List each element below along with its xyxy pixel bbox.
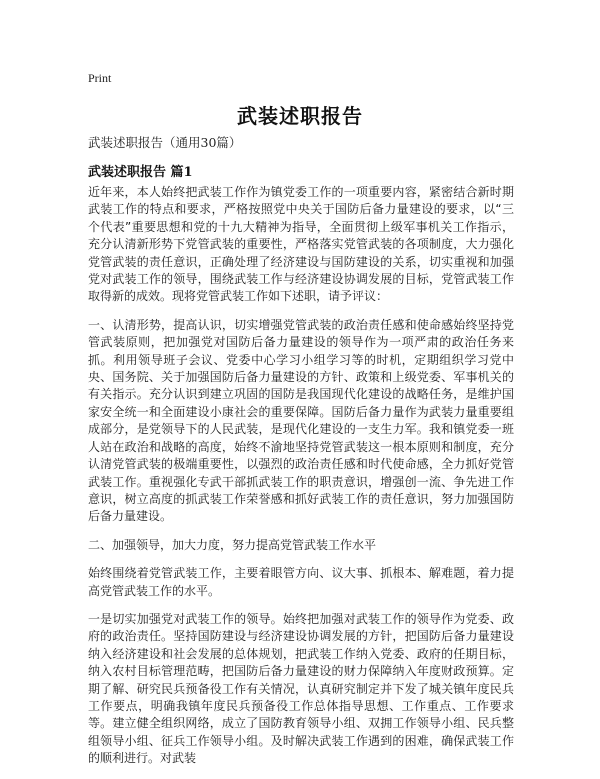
body-paragraph-intro: 近年来，本人始终把武装工作作为镇党委工作的一项重要内容，紧密结合新时期武装工作的特点和要求，严格按照党中央关于国防后备力量建设的要求，以“三个代表”重要思想和党的十九大精神为指导，全面贯彻上级军事机关工作指示，充分认清新形势下党管武装的重要性，严格落实党管武装的各项制度，大力强化党管武装的责任意识，正确处理了经济建设与国防建设的关系，切实重视和加强党对武装工作的领导，围绕武装工作与经济建设协调发展的目标，党管武装工作取得新的成效。现将党管武装工作如下述职，请予评议： (88, 185, 514, 304)
print-link[interactable]: Print (88, 71, 112, 85)
document-subtitle: 武装述职报告（通用30篇） (88, 135, 242, 150)
body-paragraph-focus: 始终围绕着党管武装工作，主要着眼管方向、议大事、抓根本、解难题，着力提高党管武装工作的水平。 (88, 566, 514, 598)
section-heading: 武装述职报告 篇1 (88, 165, 193, 180)
body-paragraph-section-one: 一、认清形势，提高认识，切实增强党管武装的政治责任感和使命感始终坚持党管武装原则，把加强党对国防后备力量建设的领导作为一项严肃的政治任务来抓。利用领导班子会议、党委中心学习小组学习等的时机，定期组织学习党中央、国务院、关于加强国防后备力量建设的方针、政策和上级党委、军事机关的有关指示。充分认识到建立巩固的国防是我国现代化建设的战略任务，是维护国家安全统一和全面建设小康社会的重要保障。国防后备力量作为武装力量重要组成部分，是党领导下的人民武装，是现代化建设的一支生力军。我和镇党委一班人站在政治和战略的高度，始终不渝地坚持党管武装这一根本原则和制度，充分认清党管武装的极端重要性，以强烈的政治责任感和时代使命感，全力抓好党管武装工作。重视强化专武干部抓武装工作的职责意识，增强创一流、争先进工作意识，树立高度的抓武装工作荣誉感和抓好武装工作的责任意识，努力加强国防后备力量建设。 (88, 317, 514, 524)
document-body (88, 184, 514, 779)
body-paragraph-heading-two: 二、加强领导，加大力度，努力提高党管武装工作水平 (88, 537, 377, 552)
document-title: 武装述职报告 (237, 104, 363, 128)
body-paragraph-point-one: 一是切实加强党对武装工作的领导。始终把加强对武装工作的领导作为党委、政府的政治责任。坚持国防建设与经济建设协调发展的方针，把国防后备力量建设纳入经济建设和社会发展的总体规划，把武装工作纳入党委、政府的任期目标，纳入农村目标管理范畴，把国防后备力量建设的财力保障纳入年度财政预算。定期了解、研究民兵预备役工作有关情况，认真研究制定并下发了城关镇年度民兵工作要点，明确我镇年度民兵预备役工作总体指导思想、工作重点、工作要求等。建立健全组织网络，成立了国防教育领导小组、双拥工作领导小组、民兵整组领导小组、征兵工作领导小组。及时解决武装工作遇到的困难，确保武装工作的顺利进行。对武装 (88, 611, 514, 766)
